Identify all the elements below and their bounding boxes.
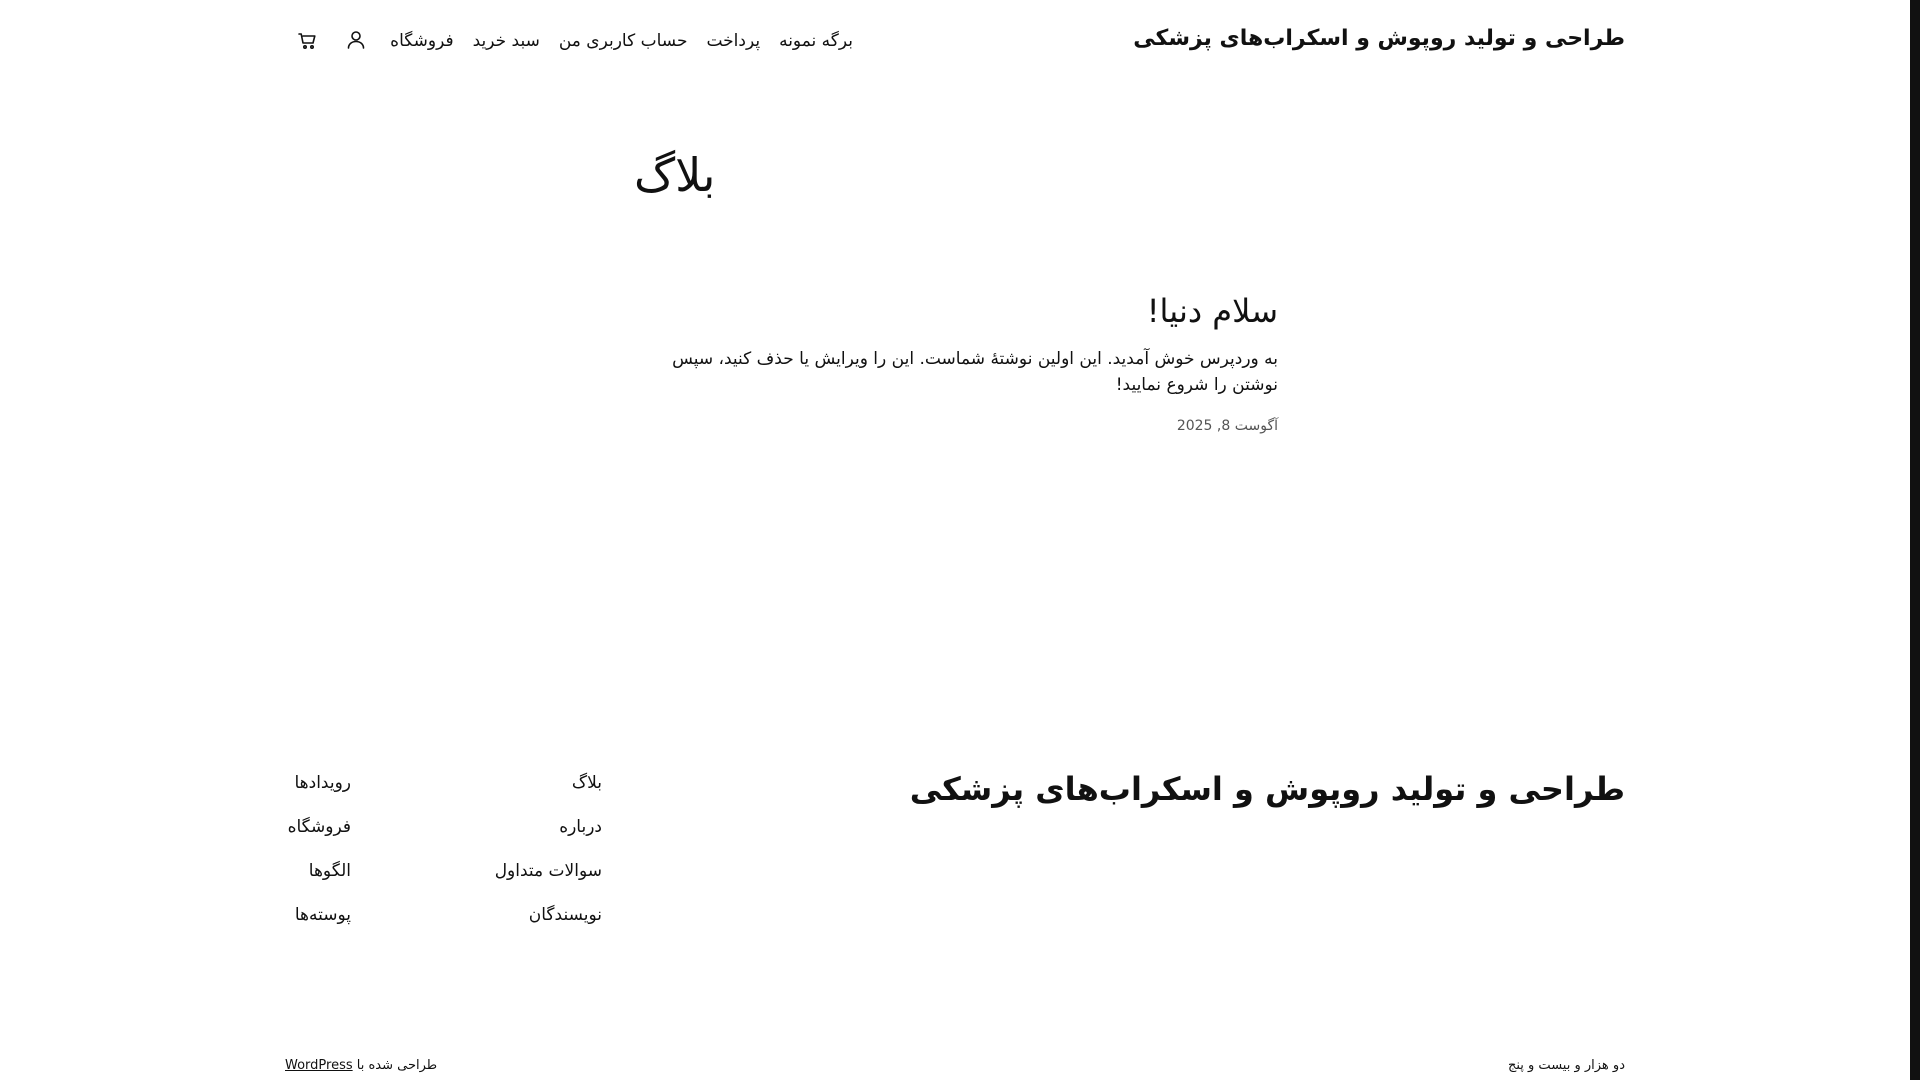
- post-date[interactable]: آگوست 8, 2025: [1176, 418, 1278, 435]
- footer-link-shop[interactable]: فروشگاه: [287, 817, 351, 837]
- cart-icon[interactable]: [296, 28, 320, 52]
- primary-nav: [390, 31, 853, 51]
- footer-link-events[interactable]: رویدادها: [294, 773, 351, 793]
- footer-link-patterns[interactable]: الگوها: [308, 861, 351, 881]
- nav-item-sample-page[interactable]: برگه نمونه: [779, 31, 853, 51]
- footer-link-about[interactable]: درباره: [559, 817, 602, 837]
- account-icon[interactable]: [344, 28, 368, 52]
- footer-nav-column-2: [288, 771, 351, 927]
- nav-item-cart[interactable]: سبد خرید: [472, 31, 540, 51]
- site-title[interactable]: طراحی و تولید روپوش و اسکراب‌های پزشکی: [1133, 26, 1625, 51]
- footer-link-blog[interactable]: بلاگ: [571, 773, 602, 793]
- footer-nav-column-1: [495, 771, 602, 927]
- footer-credit-prefix: طراحی شده با: [356, 1058, 438, 1073]
- footer-link-authors[interactable]: نویسندگان: [528, 905, 602, 925]
- wordpress-link[interactable]: WordPress: [285, 1058, 353, 1073]
- footer-credit: [285, 1058, 437, 1073]
- footer-link-themes[interactable]: پوسته‌ها: [294, 905, 351, 925]
- post-excerpt: به وردپرس خوش آمدید. این اولین نوشتهٔ شماست. این را ویرایش یا حذف کنید، سپس نوشتن را شروع نمایید!: [672, 349, 1278, 396]
- post-card: [638, 292, 1278, 434]
- post-title[interactable]: سلام دنیا!: [1146, 292, 1278, 330]
- footer-link-faq[interactable]: سوالات متداول: [494, 861, 602, 881]
- header-icons: [296, 28, 368, 52]
- page-scrollbar[interactable]: [1910, 0, 1920, 1080]
- footer-site-title[interactable]: طراحی و تولید روپوش و اسکراب‌های پزشکی: [909, 770, 1625, 808]
- footer-year-text: دو هزار و بیست و پنج: [1507, 1058, 1625, 1073]
- nav-item-checkout[interactable]: پرداخت: [706, 31, 761, 51]
- nav-item-my-account[interactable]: حساب کاربری من: [558, 31, 688, 51]
- nav-item-shop[interactable]: فروشگاه: [390, 31, 454, 51]
- page-heading: بلاگ: [634, 148, 716, 202]
